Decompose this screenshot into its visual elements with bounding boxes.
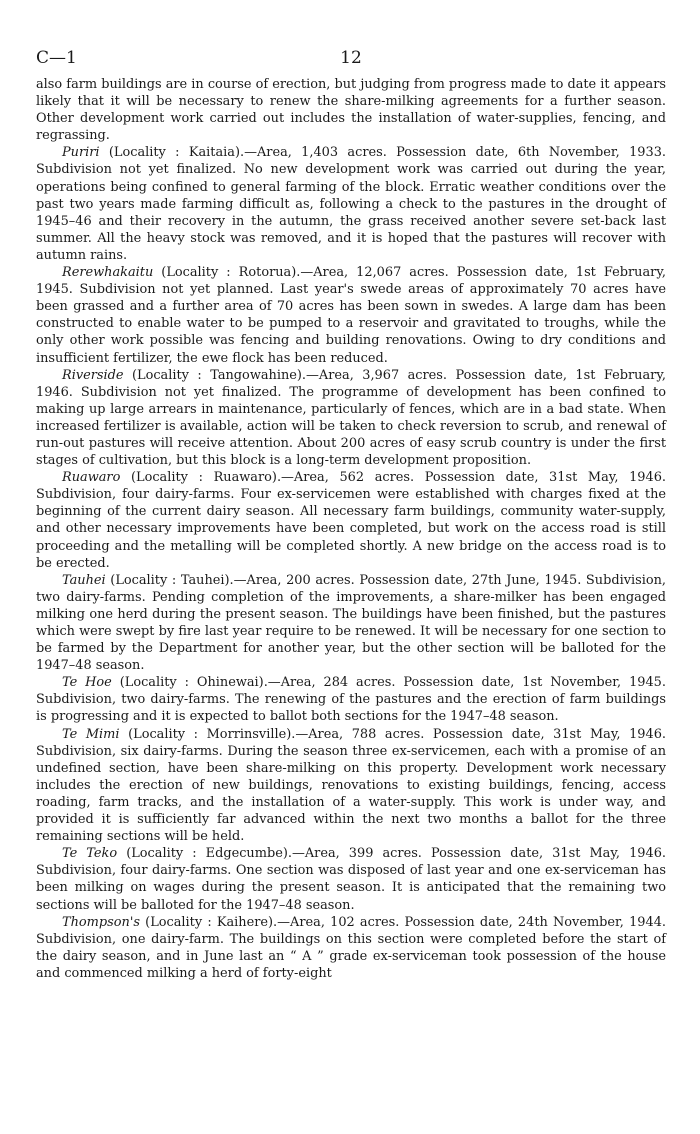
- entry-text: (Locality : Kaihere).—Area, 102 acres. Possession date, 24th November, 1944. Subdivision, one dairy-farm. The buildings on this section were completed before the start of the dairy season, and in June last an “ A ” grade ex-serviceman took possession of the house and commenced milking a herd of forty-eight: [36, 914, 666, 981]
- document-code: C—1: [36, 48, 77, 68]
- entry-riverside: [36, 367, 666, 470]
- page-header: [36, 48, 666, 76]
- entry-text: (Locality : Ruawaro).—Area, 562 acres. Possession date, 31st May, 1946. Subdivision, four dairy-farms. Four ex-servicemen were established with charges fixed at the beginning of the current dairy season. All necessary farm buildings, community water-supply, and other necessary improvements have been completed, but work on the access road is still proceeding and the metalling will be completed shortly. A new bridge on the access road is to be erected.: [36, 470, 666, 571]
- entry-puriri: [36, 144, 666, 264]
- entry-te-hoe: [36, 674, 666, 725]
- entry-name: Te Hoe: [62, 675, 112, 691]
- entry-text: (Locality : Tauhei).—Area, 200 acres. Possession date, 27th June, 1945. Subdivision, two dairy-farms. Pending completion of the improvements, a share-milker has been engaged milking one herd during the present season. The buildings have been finished, but the pastures which were swept by fire last year require to be renewed. It will be necessary for one section to be farmed by the Department for another year, but the other section will be balloted for the 1947–48 season.: [36, 572, 666, 674]
- page-number: 12: [340, 48, 362, 68]
- entry-text: (Locality : Tangowahine).—Area, 3,967 acres. Possession date, 1st February, 1946. Subdivision not yet finalized. The programme of development has been confined to making up large arrears in maintenance, particularly of fences, which are in a bad state. When increased fertilizer is available, action will be taken to check reversion to scrub, and renewal of run-out pastures will receive attention. About 200 acres of easy scrub country is under the first stages of cultivation, but this block is a long-term development proposition.: [36, 367, 666, 469]
- entry-text: (Locality : Rotorua).—Area, 12,067 acres. Possession date, 1st February, 1945. Subdivision not yet planned. Last year's swede areas of approximately 70 acres have been grassed and a further area of 70 acres has been sown in swedes. A large dam has been constructed to enable water to be pumped to a reservoir and gravitated to troughs, while the only other work possible was fencing and building renovations. Owing to dry conditions and insufficient fertilizer, the ewe flock has been reduced.: [36, 265, 666, 366]
- entry-name: Ruawaro: [62, 470, 121, 486]
- entry-name: Riverside: [62, 367, 124, 383]
- entry-name: Rerewhakaitu: [62, 265, 154, 281]
- lead-paragraph: also farm buildings are in course of erection, but judging from progress made to date it appears likely that it will be necessary to renew the share-milking agreements for a further season. Other development work carried out includes the installation of water-supplies, fencing, and regrassing.: [36, 77, 666, 144]
- entry-tauhei: [36, 572, 666, 675]
- entry-name: Tauhei: [62, 572, 106, 588]
- entry-rerewhakaitu: [36, 264, 666, 367]
- entry-ruawaro: [36, 469, 666, 572]
- entry-name: Te Teko: [62, 846, 118, 862]
- entry-te-mimi: [36, 726, 666, 846]
- page-body: [36, 76, 666, 982]
- entry-text: (Locality : Edgecumbe).—Area, 399 acres. Possession date, 31st May, 1946. Subdivision, four dairy-farms. One section was disposed of last year and one ex-serviceman has been milking on wages during the present season. It is anticipated that the remaining two sections will be balloted for the 1947–48 season.: [36, 846, 666, 913]
- entry-text: (Locality : Kaitaia).—Area, 1,403 acres. Possession date, 6th November, 1933. Subdivision not yet finalized. No new development work was carried out during the year, operations being confined to general farming of the block. Erratic weather conditions over the past two years made farming difficult as, following a check to the pastures in the drought of 1945–46 and their recovery in the autumn, the grass received another severe set-back last summer. All the heavy stock was removed, and it is hoped that the pastures will recover with autumn rains.: [36, 145, 666, 263]
- entry-name: Puriri: [62, 145, 100, 161]
- entry-thompsons: [36, 914, 666, 982]
- entry-text: (Locality : Morrinsville).—Area, 788 acres. Possession date, 31st May, 1946. Subdivision, six dairy-farms. During the season three ex-servicemen, each with a promise of an undefined section, have been share-milking on this property. Development work necessary includes the erection of new buildings, renovations to existing buildings, fencing, access roading, farm tracks, and the installation of a water-supply. This work is under way, and provided it is sufficiently far advanced within the next two months a ballot for the three remaining sections will be held.: [36, 726, 666, 845]
- entry-name: Te Mimi: [62, 726, 120, 742]
- entry-text: (Locality : Ohinewai).—Area, 284 acres. Possession date, 1st November, 1945. Subdivision, two dairy-farms. The renewing of the pastures and the erection of farm buildings is progressing and it is expected to ballot both sections for the 1947–48 season.: [36, 675, 666, 725]
- entry-name: Thompson's: [62, 914, 140, 930]
- entry-te-teko: [36, 845, 666, 913]
